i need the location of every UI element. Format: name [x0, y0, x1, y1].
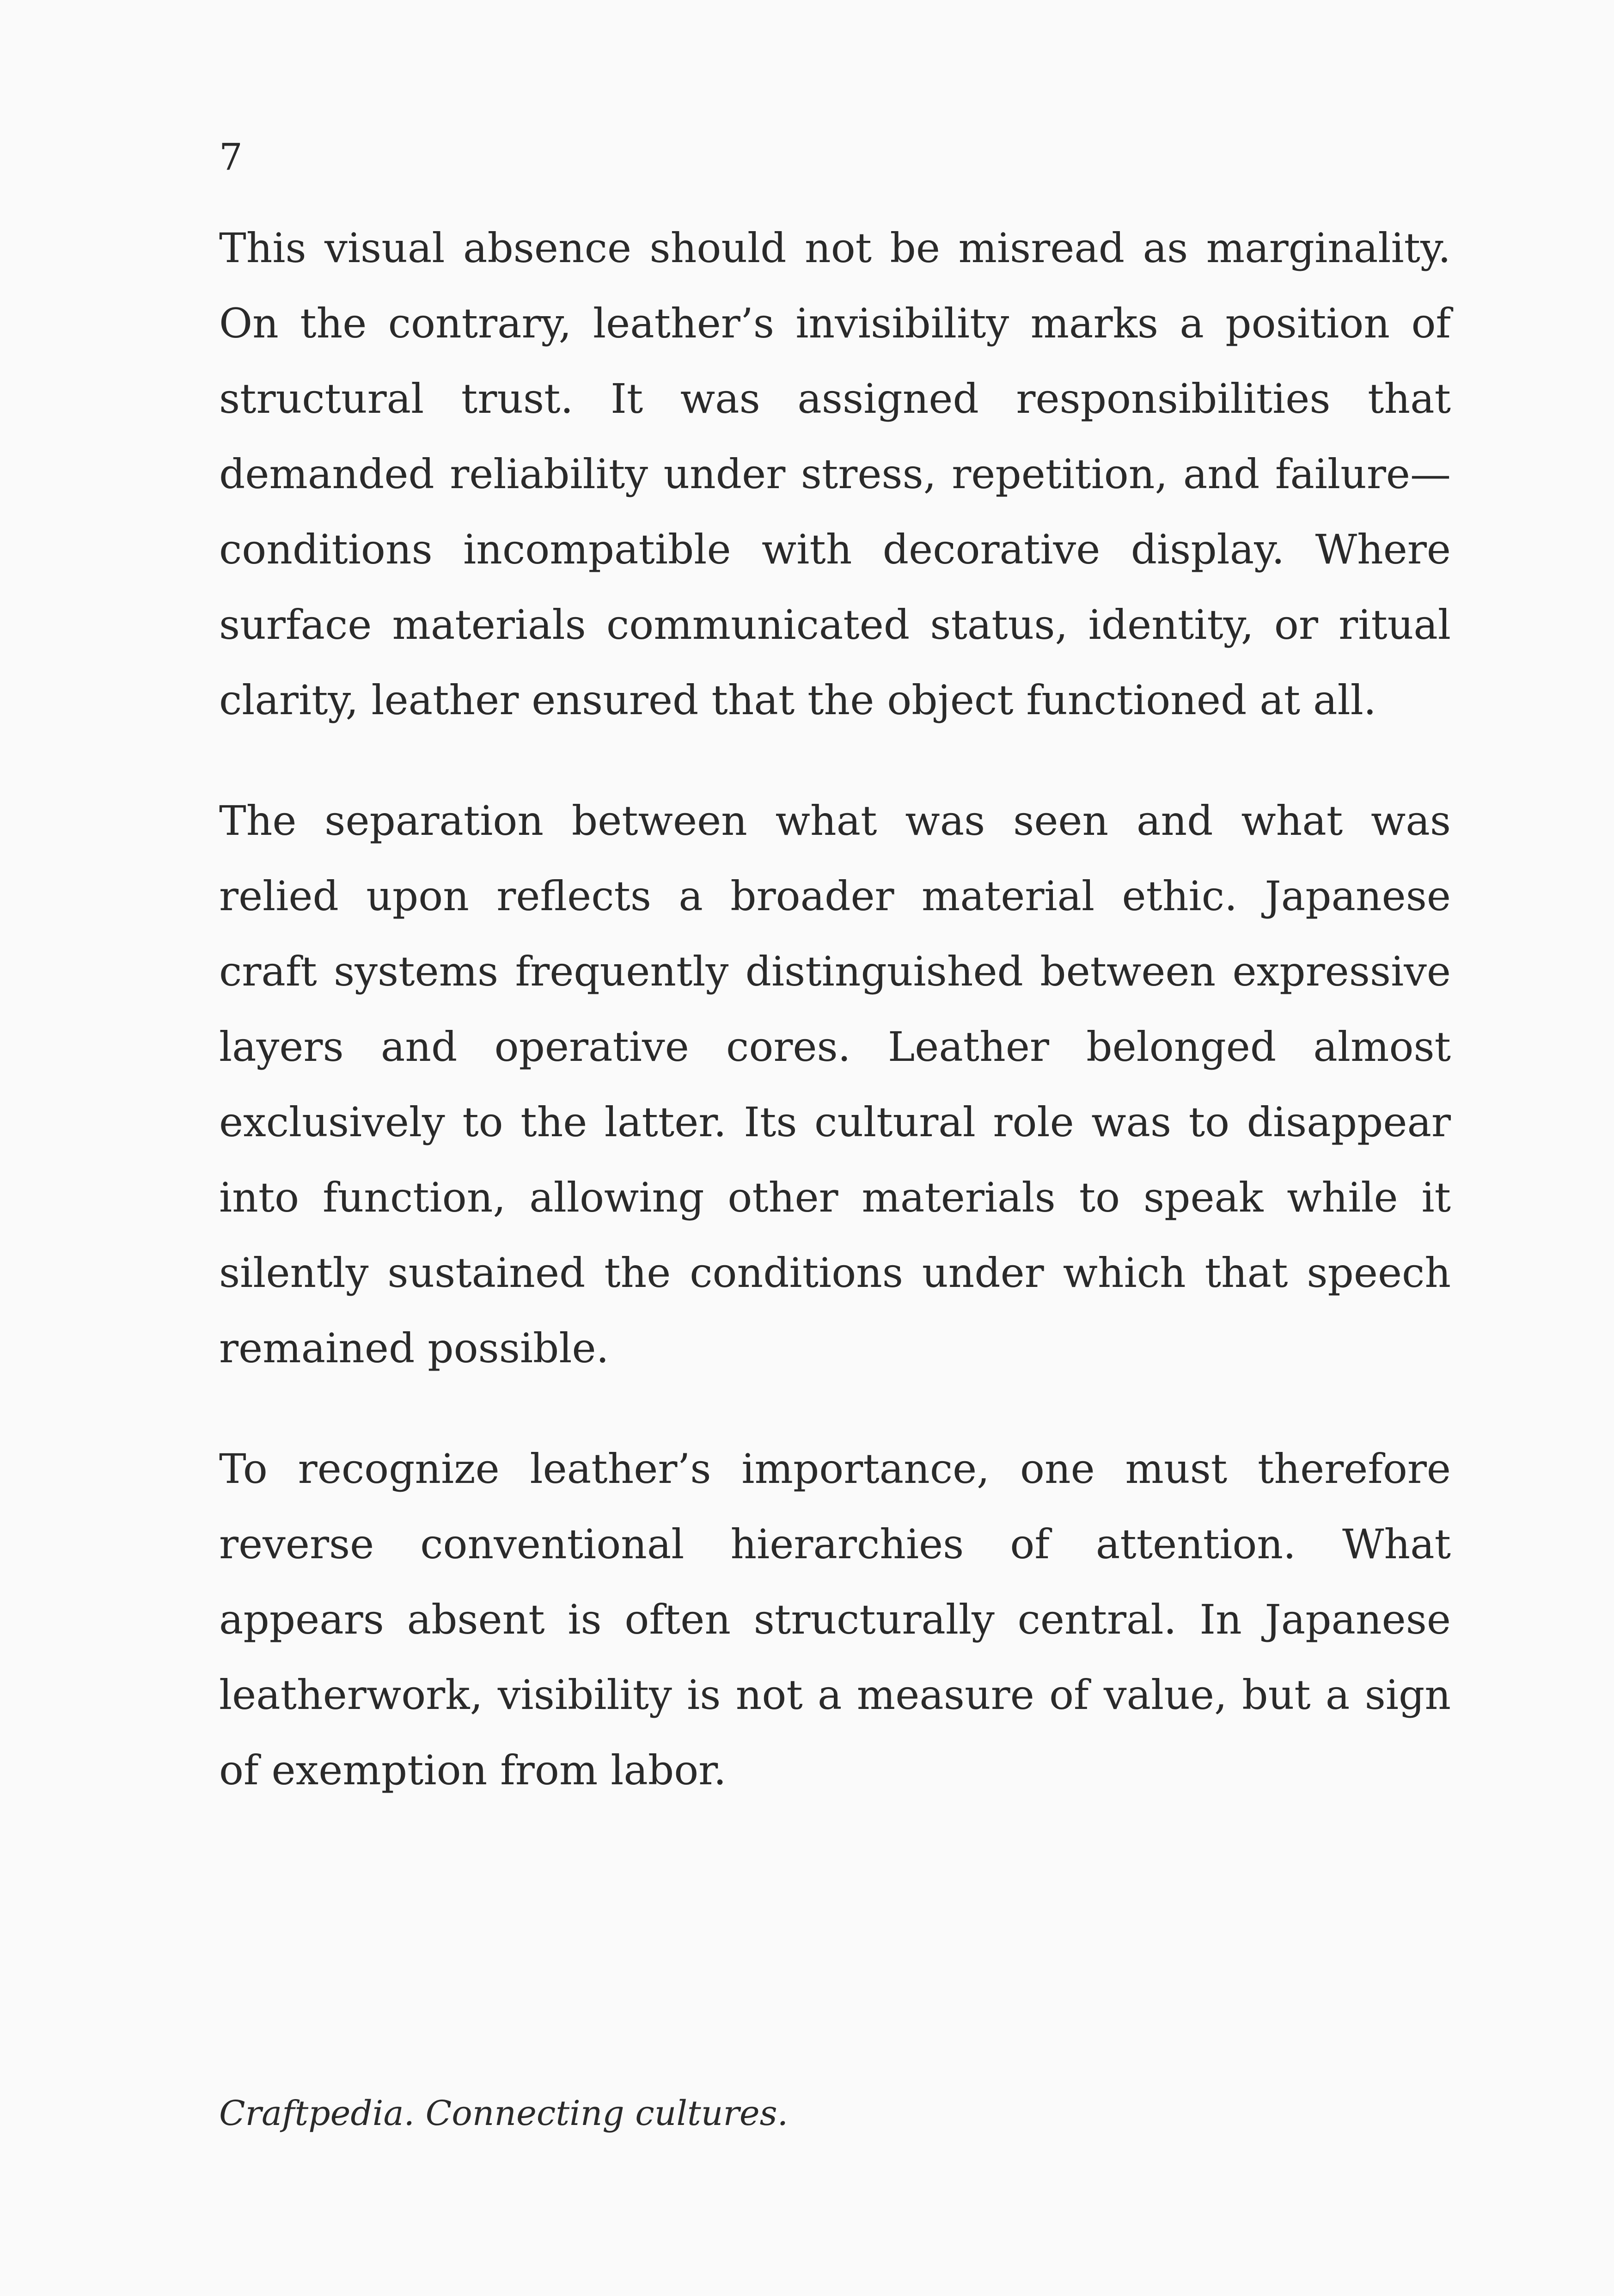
page-number: 7 [219, 135, 243, 178]
page-footer: Craftpedia. Connecting cultures. [219, 2094, 789, 2133]
paragraph-2: The separation between what was seen and what was relied upon reflects a broader material ethic. Japanese craft systems frequently distinguished between expressive layers and operative cores. Leather belonged almost exclusively to the latter. Its cultural role was to disappear into function, allowing other materials to speak while it silently sustained the conditions under which that speech remained possible. [219, 797, 1451, 1372]
paragraph-1: This visual absence should not be misread as marginality. On the contrary, leather’s invisibility marks a position of structural trust. It was assigned responsibilities that demanded reliability under stress, repetition, and failure—conditions incompatible with decorative display. Where surface materials communicated status, identity, or ritual clarity, leather ensured that the object functioned at all. [219, 224, 1451, 724]
body-text [219, 210, 1451, 1853]
paragraph-3: To recognize leather’s importance, one must therefore reverse conventional hierarchies of attention. What appears absent is often structurally central. In Japanese leatherwork, visibility is not a measure of value, but a sign of exemption from labor. [219, 1445, 1451, 1794]
